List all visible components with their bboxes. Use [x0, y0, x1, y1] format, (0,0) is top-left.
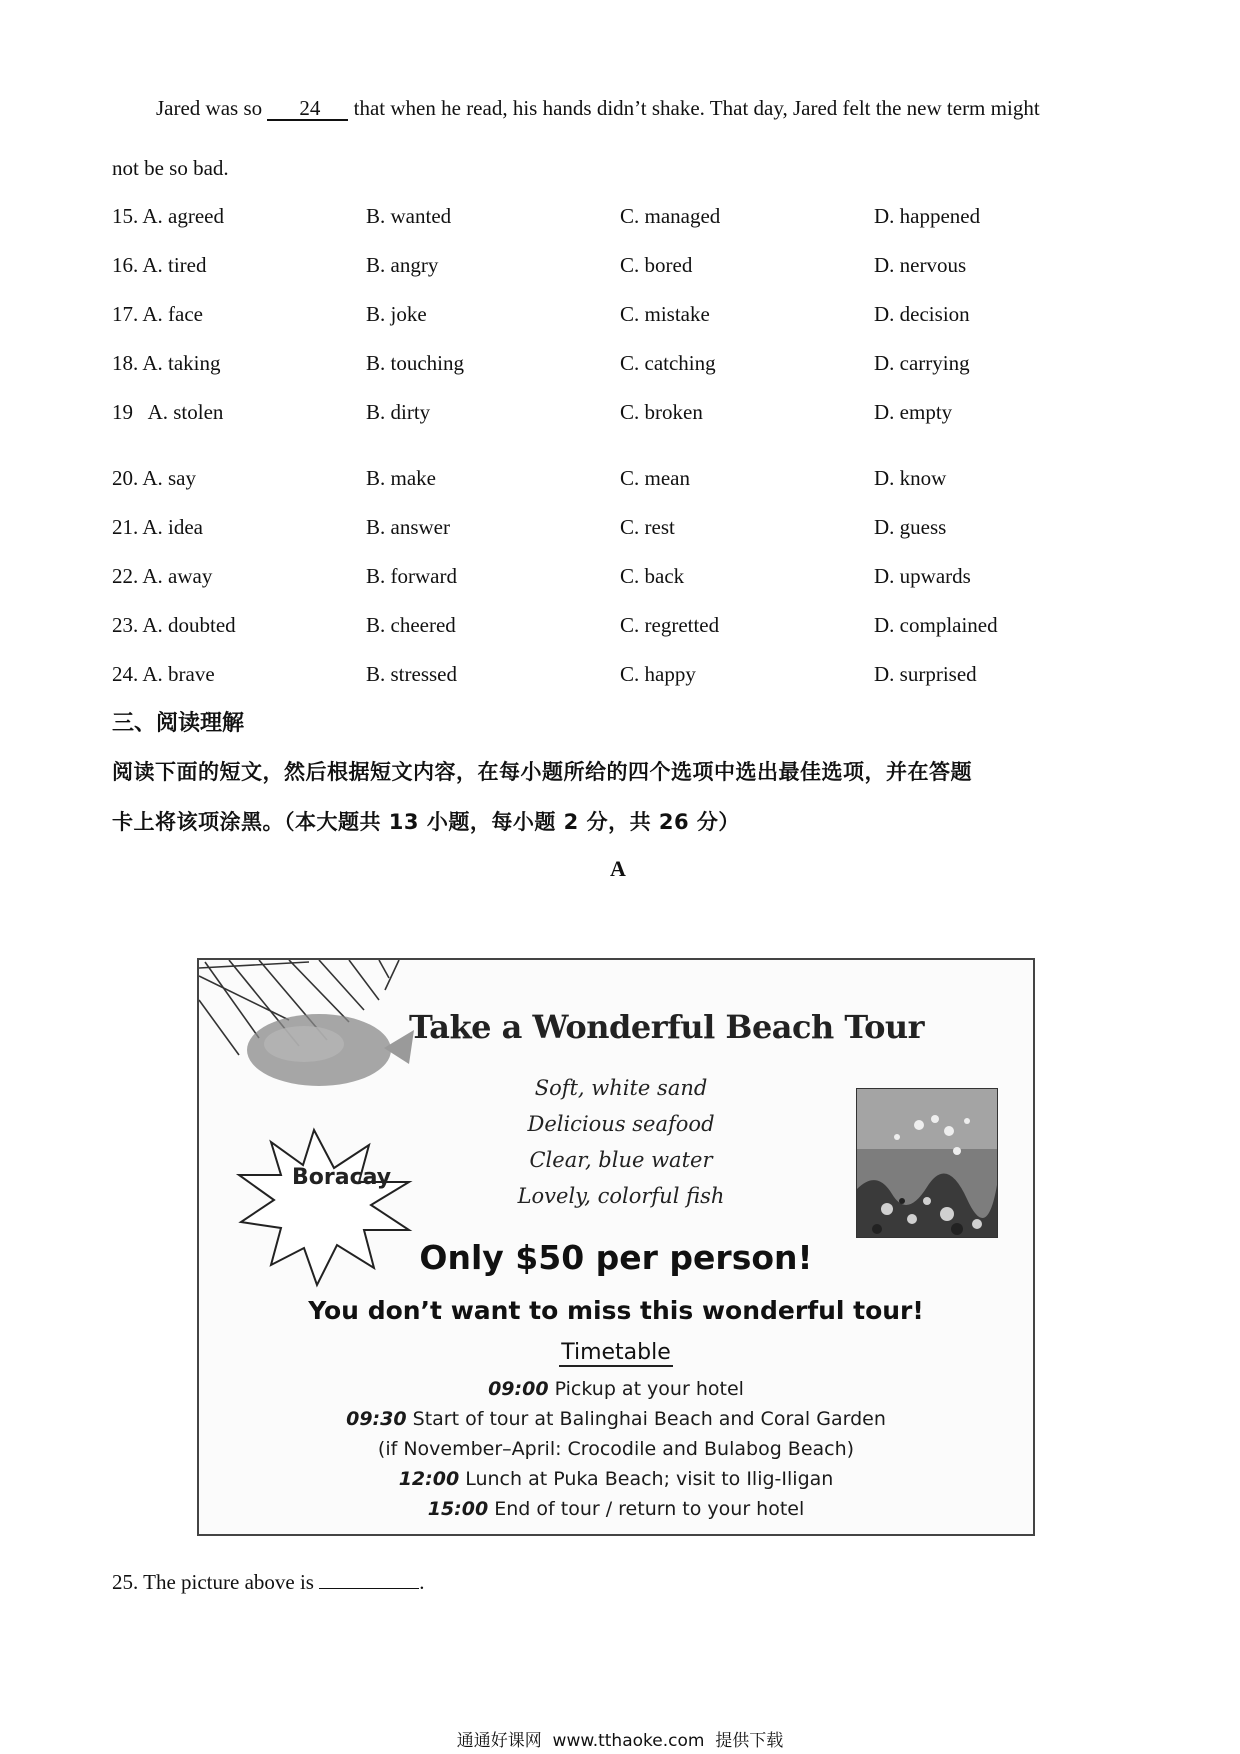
option-b: B. touching: [366, 351, 464, 375]
option-c: C. rest: [620, 515, 675, 539]
feature-item: Lovely, colorful fish: [517, 1184, 725, 1208]
option-b: B. answer: [366, 515, 450, 539]
question-row: [112, 253, 1112, 283]
timetable-row: 09:30 Start of tour at Balinghai Beach and Coral Garden: [346, 1408, 886, 1430]
option-c: C. catching: [620, 351, 716, 375]
option-c: C. broken: [620, 400, 703, 424]
blank-24: 24: [267, 97, 348, 121]
fish-illustration-icon: [247, 1014, 414, 1086]
option-a: 17. A. face: [112, 302, 203, 326]
option-b: B. cheered: [366, 613, 456, 637]
timetable-row: 09:00 Pickup at your hotel: [488, 1378, 744, 1400]
burst-label: Boracay: [292, 1165, 392, 1190]
option-d: D. complained: [874, 613, 998, 637]
beach-tour-advertisement: [197, 958, 1035, 1536]
option-c: C. regretted: [620, 613, 720, 637]
option-d: D. upwards: [874, 564, 971, 588]
timetable-row: 15:00 End of tour / return to your hotel: [427, 1498, 805, 1520]
timetable-row: (if November–April: Crocodile and Bulabog Beach): [377, 1438, 855, 1460]
instruction-line-1: 阅读下面的短文，然后根据短文内容，在每小题所给的四个选项中选出最佳选项，并在答题: [112, 760, 972, 784]
question-row: [112, 204, 1112, 234]
option-a: 23. A. doubted: [112, 613, 236, 637]
question-25-end: .: [419, 1570, 425, 1594]
question-row: [112, 302, 1112, 332]
option-b: B. joke: [366, 302, 427, 326]
ad-title: Take a Wonderful Beach Tour: [409, 1008, 925, 1046]
option-c: C. happy: [620, 662, 696, 686]
option-d: D. carrying: [874, 351, 970, 375]
coral-reef-photo-icon: [856, 1088, 998, 1238]
option-d: D. decision: [874, 302, 970, 326]
question-25-text: 25. The picture above is: [112, 1570, 314, 1594]
feature-item: Soft, white sand: [534, 1076, 708, 1100]
question-row: [112, 564, 1112, 594]
question-row: [112, 400, 1112, 430]
option-a: 24. A. brave: [112, 662, 215, 686]
option-b: B. dirty: [366, 400, 431, 424]
question-row: [112, 662, 1112, 692]
passage-text-after: that when he read, his hands didn’t shake. That day, Jared felt the new term might: [353, 96, 1040, 120]
option-b: B. forward: [366, 564, 457, 588]
option-b: B. wanted: [366, 204, 452, 228]
option-a: 15. A. agreed: [112, 204, 224, 228]
question-row: [112, 515, 1112, 545]
option-d: D. know: [874, 466, 947, 490]
passage-line-2: not be so bad.: [112, 156, 229, 180]
option-a: 22. A. away: [112, 564, 213, 588]
option-d: D. happened: [874, 204, 981, 228]
option-c: C. managed: [620, 204, 721, 228]
timetable-title: Timetable: [561, 1340, 671, 1365]
option-b: B. angry: [366, 253, 439, 277]
option-b: B. stressed: [366, 662, 457, 686]
timetable-row: 12:00 Lunch at Puka Beach; visit to Ilig-Iligan: [398, 1468, 834, 1490]
feature-item: Delicious seafood: [527, 1112, 715, 1136]
question-row: [112, 613, 1112, 643]
answer-blank: [319, 1570, 419, 1589]
question-row: [112, 466, 1112, 496]
option-a: 18. A. taking: [112, 351, 221, 375]
question-row: [112, 351, 1112, 381]
option-c: C. back: [620, 564, 685, 588]
passage-line-1: [112, 94, 1040, 122]
instruction-line-2: 卡上将该项涂黑。（本大题共 13 小题，每小题 2 分，共 26 分）: [112, 810, 740, 834]
option-b: B. make: [366, 466, 436, 490]
option-a: 20. A. say: [112, 466, 196, 490]
option-a: 16. A. tired: [112, 253, 207, 277]
option-c: C. bored: [620, 253, 693, 277]
option-c: C. mistake: [620, 302, 710, 326]
option-c: C. mean: [620, 466, 690, 490]
slogan-text: You don’t want to miss this wonderful tour!: [308, 1296, 924, 1325]
question-25: [112, 1570, 424, 1595]
option-d: D. empty: [874, 400, 953, 424]
passage-text-before: Jared was so: [156, 96, 263, 120]
option-d: D. surprised: [874, 662, 977, 686]
option-d: D. nervous: [874, 253, 967, 277]
feature-item: Clear, blue water: [529, 1148, 713, 1172]
price-text: Only $50 per person!: [419, 1238, 813, 1277]
option-a: 21. A. idea: [112, 515, 203, 539]
option-a: 19 A. stolen: [112, 400, 224, 424]
part-label: A: [610, 856, 626, 881]
section-title: 三、阅读理解: [112, 711, 245, 736]
footer-text: 通通好课网 www.tthaoke.com 提供下载: [456, 1731, 784, 1751]
option-d: D. guess: [874, 515, 947, 539]
